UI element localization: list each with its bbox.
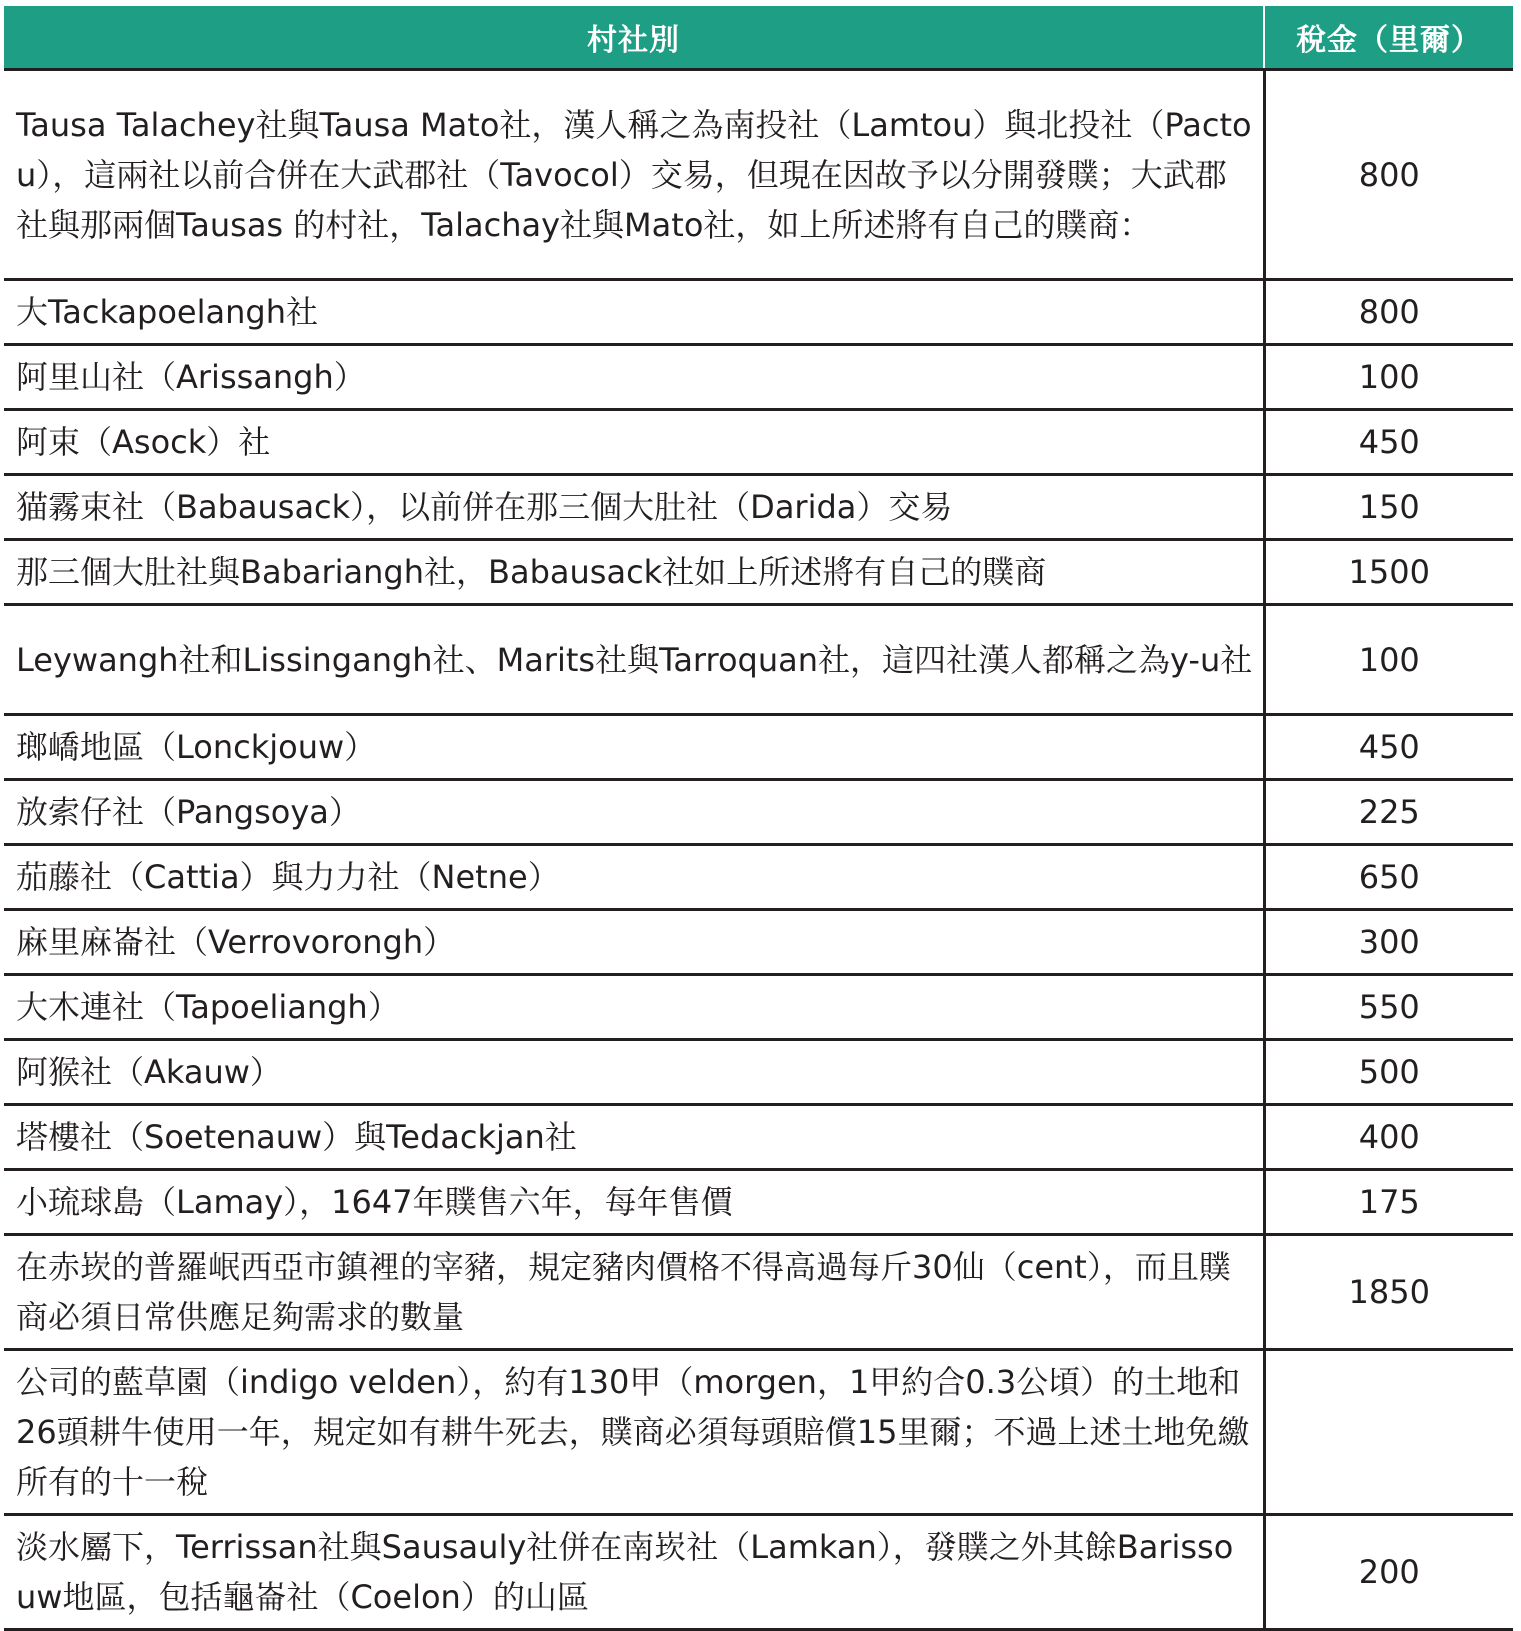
table-row bbox=[4, 715, 1513, 780]
table-row bbox=[4, 1170, 1513, 1235]
village-name: 大木連社（Tapoeliangh） bbox=[4, 975, 1264, 1040]
village-name: 麻里麻崙社（Verrovorongh） bbox=[4, 910, 1264, 975]
village-name: Leywangh社和Lissingangh社、Marits社與Tarroquan社，這四社漢人都稱之為y-u社 bbox=[4, 605, 1264, 715]
village-name: 塔樓社（Soetenauw）與Tedackjan社 bbox=[4, 1105, 1264, 1170]
village-name: 大Tackapoelangh社 bbox=[4, 280, 1264, 345]
tax-amount: 550 bbox=[1264, 975, 1513, 1040]
header-row bbox=[4, 6, 1513, 70]
village-name: 瑯嶠地區（Lonckjouw） bbox=[4, 715, 1264, 780]
village-name: 茄藤社（Cattia）與力力社（Netne） bbox=[4, 845, 1264, 910]
table-row bbox=[4, 605, 1513, 715]
table-row bbox=[4, 1235, 1513, 1350]
village-name: 阿里山社（Arissangh） bbox=[4, 345, 1264, 410]
village-name: 放索仔社（Pangsoya） bbox=[4, 780, 1264, 845]
table-row bbox=[4, 410, 1513, 475]
tax-amount: 100 bbox=[1264, 605, 1513, 715]
table-row bbox=[4, 1105, 1513, 1170]
tax-amount: 800 bbox=[1264, 70, 1513, 280]
tax-amount: 800 bbox=[1264, 280, 1513, 345]
village-name: 猫霧束社（Babausack），以前併在那三個大肚社（Darida）交易 bbox=[4, 475, 1264, 540]
tax-amount: 225 bbox=[1264, 780, 1513, 845]
tax-amount: 450 bbox=[1264, 715, 1513, 780]
village-name: 阿束（Asock）社 bbox=[4, 410, 1264, 475]
header-tax: 稅金（里爾） bbox=[1264, 6, 1513, 70]
village-name: Tausa Talachey社與Tausa Mato社，漢人稱之為南投社（Lamtou）與北投社（Pactou），這兩社以前合併在大武郡社（Tavocol）交易，但現在因故予以分開發贌；大武郡社與那兩個Tausas 的村社，Talachay社與Mato社，如上所述將有自己的贌商： bbox=[4, 70, 1264, 280]
table-row bbox=[4, 975, 1513, 1040]
tax-amount: 1850 bbox=[1264, 1235, 1513, 1350]
tax-amount: 100 bbox=[1264, 345, 1513, 410]
tax-amount: 300 bbox=[1264, 910, 1513, 975]
village-name: 小琉球島（Lamay），1647年贌售六年，每年售價 bbox=[4, 1170, 1264, 1235]
table-row bbox=[4, 345, 1513, 410]
tax-amount bbox=[1264, 1350, 1513, 1515]
tax-amount: 200 bbox=[1264, 1515, 1513, 1630]
village-tax-table bbox=[4, 6, 1513, 1631]
table-row bbox=[4, 540, 1513, 605]
table-row bbox=[4, 1515, 1513, 1630]
table-row bbox=[4, 1350, 1513, 1515]
village-name: 在赤崁的普羅岷西亞市鎮裡的宰豬，規定豬肉價格不得高過每斤30仙（cent），而且贌商必須日常供應足夠需求的數量 bbox=[4, 1235, 1264, 1350]
tax-amount: 450 bbox=[1264, 410, 1513, 475]
table-row bbox=[4, 845, 1513, 910]
table-row bbox=[4, 910, 1513, 975]
tax-amount: 400 bbox=[1264, 1105, 1513, 1170]
table-row bbox=[4, 475, 1513, 540]
tax-amount: 1500 bbox=[1264, 540, 1513, 605]
tax-table-container bbox=[4, 6, 1513, 1631]
tax-amount: 500 bbox=[1264, 1040, 1513, 1105]
village-name: 公司的藍草園（indigo velden），約有130甲（morgen，1甲約合0.3公頃）的土地和26頭耕牛使用一年，規定如有耕牛死去，贌商必須每頭賠償15里爾；不過上述土地免繳所有的十一稅 bbox=[4, 1350, 1264, 1515]
village-name: 淡水屬下，Terrissan社與Sausauly社併在南崁社（Lamkan），發贌之外其餘Barissouw地區，包括龜崙社（Coelon）的山區 bbox=[4, 1515, 1264, 1630]
tax-amount: 150 bbox=[1264, 475, 1513, 540]
table-row bbox=[4, 280, 1513, 345]
tax-amount: 650 bbox=[1264, 845, 1513, 910]
table-row bbox=[4, 70, 1513, 280]
table-row bbox=[4, 780, 1513, 845]
tax-amount: 175 bbox=[1264, 1170, 1513, 1235]
table-row bbox=[4, 1040, 1513, 1105]
header-village: 村社別 bbox=[4, 6, 1264, 70]
village-name: 那三個大肚社與Babariangh社，Babausack社如上所述將有自己的贌商 bbox=[4, 540, 1264, 605]
village-name: 阿猴社（Akauw） bbox=[4, 1040, 1264, 1105]
